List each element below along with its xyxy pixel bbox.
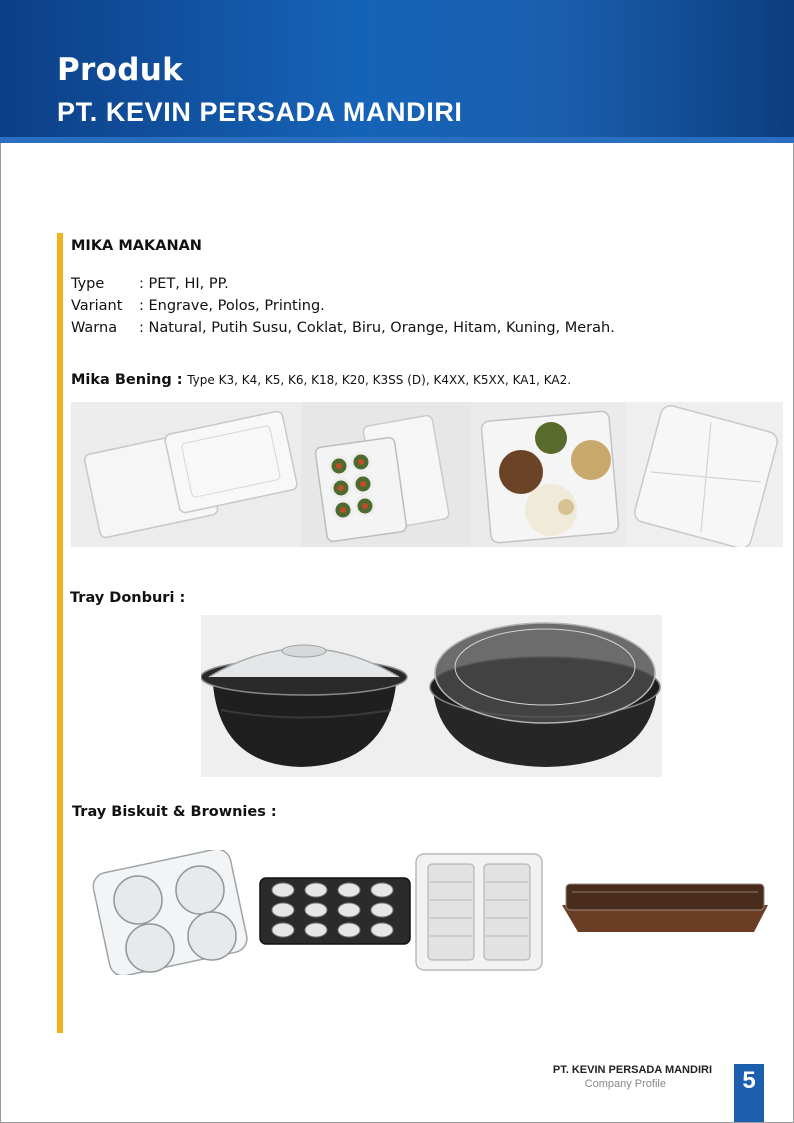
food-compartment-photo xyxy=(471,402,626,547)
mika-bening-label: Mika Bening : xyxy=(71,372,183,388)
header-title: Produk xyxy=(57,52,183,88)
donburi-bowl-wide xyxy=(430,623,660,767)
twelve-cavity-tray xyxy=(260,878,410,944)
mika-bening-types: Type K3, K4, K5, K6, K18, K20, K3SS (D), K4XX, K5XX, KA1, KA2. xyxy=(187,373,572,387)
header-subtitle: PT. KEVIN PERSADA MANDIRI xyxy=(57,97,463,127)
footer-company: PT. KEVIN PERSADA MANDIRI xyxy=(552,1064,712,1076)
clear-container-photo-2 xyxy=(626,402,783,547)
tray-donburi-photos xyxy=(201,615,662,777)
spec-warna-value: : Natural, Putih Susu, Coklat, Biru, Orange, Hitam, Kuning, Merah. xyxy=(139,320,615,336)
section-title: MIKA MAKANAN xyxy=(71,238,202,254)
four-cavity-tray xyxy=(91,850,250,975)
spec-warna-label: Warna xyxy=(71,320,118,336)
page-number: 5 xyxy=(742,1067,756,1094)
tray-donburi-label: Tray Donburi : xyxy=(70,590,186,606)
page-number-box xyxy=(734,1064,764,1122)
clear-container-photo-1 xyxy=(71,402,301,547)
spec-variant-label: Variant xyxy=(71,298,123,314)
white-divided-tray xyxy=(416,854,542,970)
tray-biskuit-label: Tray Biskuit & Brownies : xyxy=(72,804,277,820)
spec-variant-value: : Engrave, Polos, Printing. xyxy=(139,298,325,314)
brownies-tray xyxy=(562,884,768,932)
spec-type-value: : PET, HI, PP. xyxy=(139,276,229,292)
accent-bar xyxy=(57,233,63,1033)
mika-bening-photos xyxy=(71,402,783,547)
sushi-container-photo xyxy=(301,402,471,547)
footer-profile: Company Profile xyxy=(584,1078,666,1090)
spec-type-label: Type xyxy=(71,276,105,292)
mika-bening-line xyxy=(71,372,571,388)
header-banner xyxy=(0,0,794,137)
tray-biskuit-photos xyxy=(90,850,780,975)
header-divider xyxy=(0,137,794,143)
